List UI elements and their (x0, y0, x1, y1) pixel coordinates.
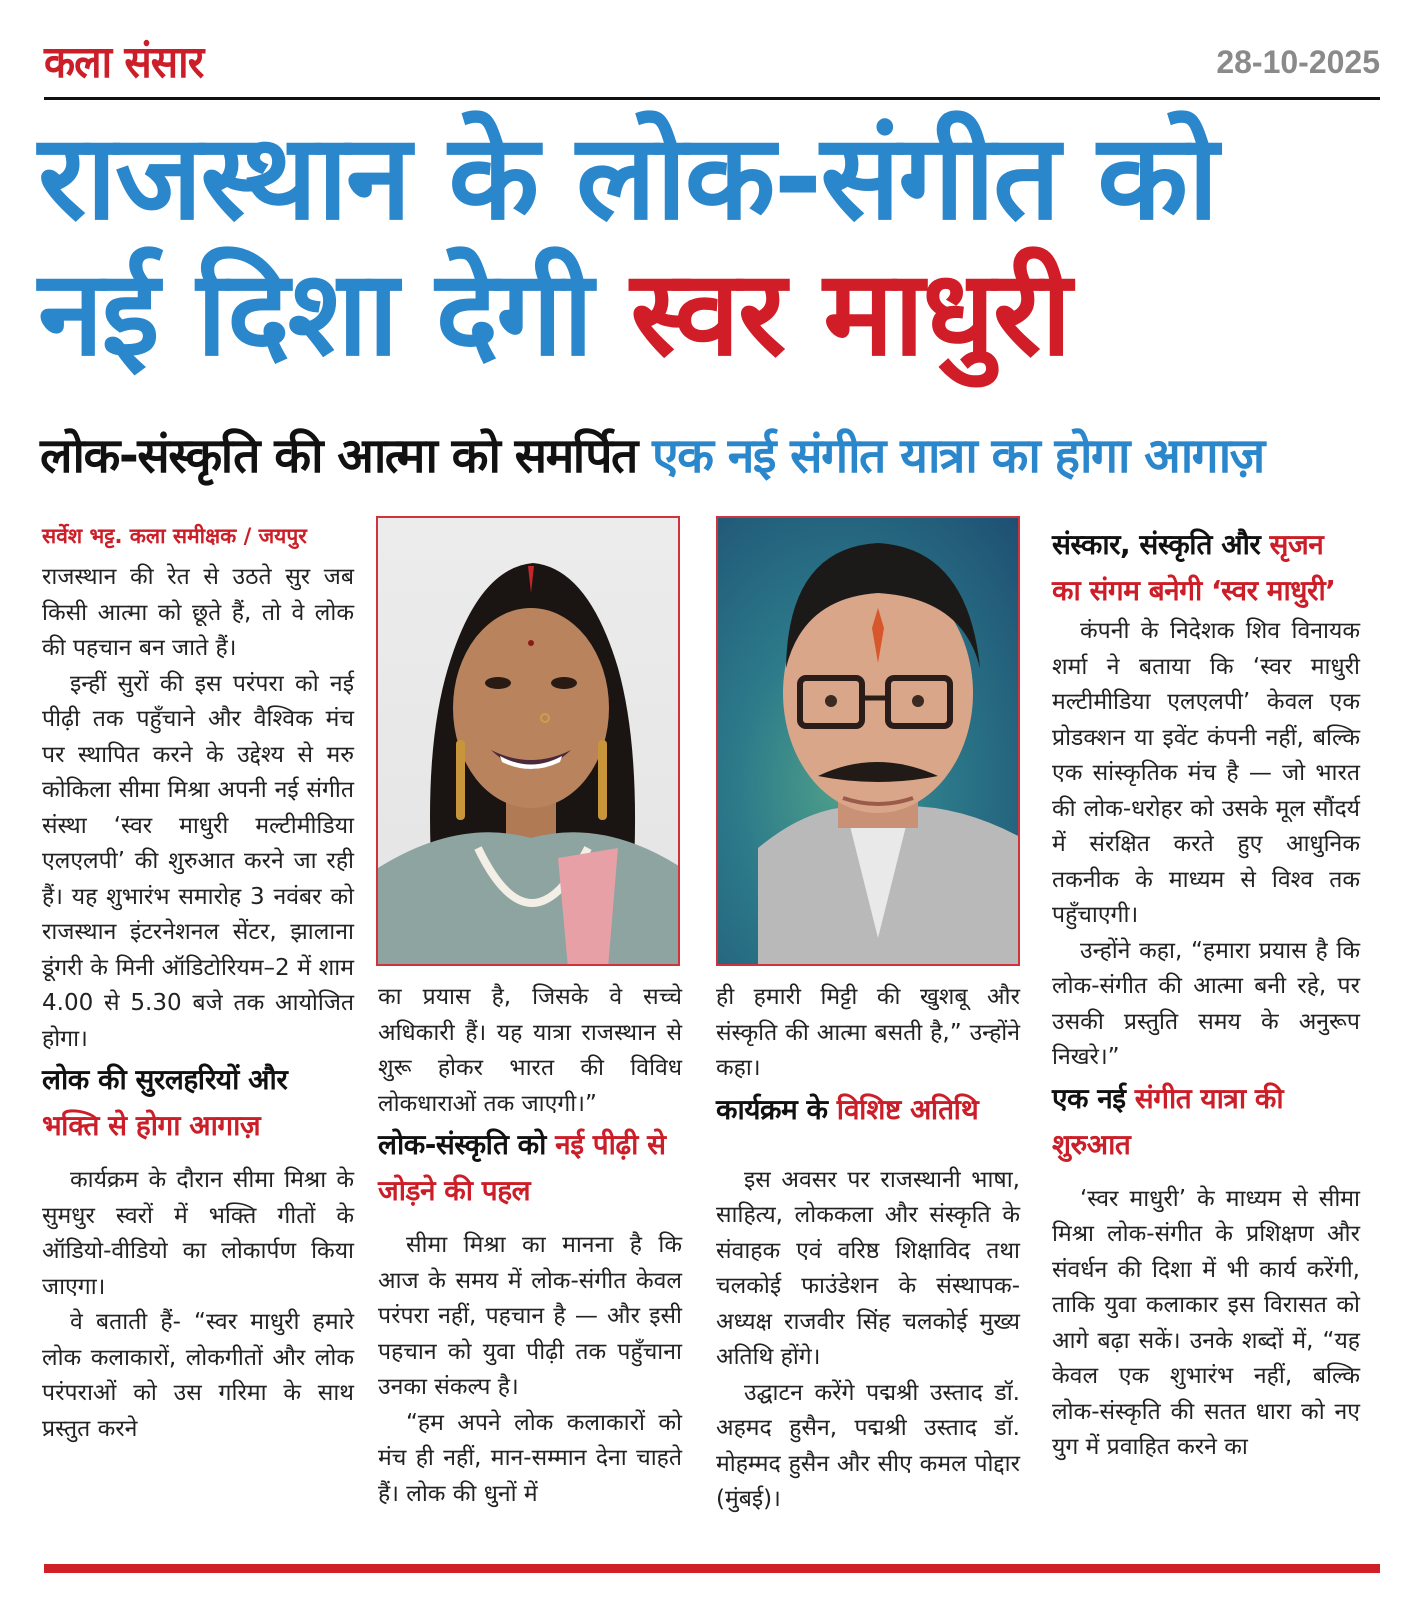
paragraph: उद्घाटन करेंगे पद्मश्री उस्ताद डॉ. अहमद हुसैन, पद्मश्री उस्ताद डॉ. मोहम्मद हुसैन और सीए कमल पोद्दार (मुंबई)। (716, 1379, 1020, 1512)
subheading-red: विशिष्ट अतिथि (836, 1092, 979, 1126)
subheading-red: सृजन का संगम बनेगी ‘स्वर माधुरी’ (1052, 528, 1336, 607)
section-name: कला संसार (44, 37, 204, 88)
masthead (44, 22, 1380, 100)
paragraph: का प्रयास है, जिसके वे सच्चे अधिकारी हैं। यह यात्रा राजस्थान से शुरू होकर भारत की विविध लोकधाराओं तक जाएगी।” (378, 984, 682, 1117)
paragraph: कंपनी के निदेशक शिव विनायक शर्मा ने बताया कि ‘स्वर माधुरी मल्टीमीडिया एलएलपी’ केवल एक प्रोडक्शन या इवेंट कंपनी नहीं, बल्कि एक सांस्कृतिक मंच है — जो भारत की लोक-धरोहर को उसके मूल सौंदर्य में संरक्षित करते हुए आधुनिक तकनीक के माध्यम से विश्व तक पहुँचाएगी। (1052, 618, 1360, 928)
sub-headline (40, 428, 1390, 484)
issue-date: 28-10-2025 (1216, 44, 1380, 80)
bottom-rule-divider (44, 1564, 1380, 1573)
sub-headline-black: लोक-संस्कृति की आत्मा को समर्पित (40, 428, 637, 484)
portrait-man-image (718, 518, 1020, 966)
subheading-black: लोक की सुरलहरियों और (42, 1063, 288, 1096)
article-column-2 (378, 980, 682, 1512)
subheading-black: कार्यक्रम के (716, 1092, 828, 1126)
paragraph: कार्यक्रम के दौरान सीमा मिश्रा के सुमधुर स्वरों में भक्ति गीतों के ऑडियो-वीडियो का लोकार्पण किया जाएगा। (42, 1167, 354, 1300)
headline-blue-part: नई दिशा देगी (38, 244, 592, 382)
section-subheading (378, 1122, 682, 1214)
section-subheading (42, 1057, 354, 1149)
paragraph: “हम अपने लोक कलाकारों को मंच ही नहीं, मान-सम्मान देना चाहते हैं। लोक की धुनों में (378, 1409, 682, 1507)
headline-red-part: स्वर माधुरी (630, 244, 1070, 382)
photo-seema-mishra (376, 516, 680, 966)
article-column-4 (1052, 522, 1360, 1466)
section-subheading (716, 1087, 1020, 1133)
section-subheading (1052, 522, 1360, 614)
paragraph: इस अवसर पर राजस्थानी भाषा, साहित्य, लोककला और संस्कृति के संवाहक एवं वरिष्ठ शिक्षाविद तथा चलकोई फाउंडेशन के संस्थापक-अध्यक्ष राजवीर सिंह चलकोई मुख्य अतिथि होंगे। (716, 1166, 1020, 1370)
paragraph: सीमा मिश्रा का मानना है कि आज के समय में लोक-संगीत केवल परंपरा नहीं, पहचान है — और इसी पहचान को युवा पीढ़ी तक पहुँचाना उनका संकल्प है। (378, 1232, 682, 1400)
subheading-red: संगीत यात्रा की शुरुआत (1052, 1081, 1284, 1161)
subheading-black: एक नई (1052, 1081, 1126, 1115)
paragraph: उन्होंने कहा, “हमारा प्रयास है कि लोक-संगीत की आत्मा बनी रहे, पर उसकी प्रस्तुति समय के अनुरूप निखरे।” (1052, 937, 1360, 1070)
subheading-red: नई पीढ़ी से जोड़ने की पहल (378, 1128, 666, 1207)
section-subheading (1052, 1076, 1360, 1168)
paragraph: वे बताती हैं- “स्वर माधुरी हमारे लोक कलाकारों, लोकगीतों और लोक परंपराओं को उस गरिमा के साथ प्रस्तुत करने (42, 1309, 354, 1442)
top-rule-divider (44, 97, 1380, 100)
subheading-red: भक्ति से होगा आगाज़ (42, 1109, 261, 1142)
article-column-1 (42, 522, 354, 1447)
sub-headline-blue: एक नई संगीत यात्रा का होगा आगाज़ (652, 428, 1264, 484)
subheading-black: लोक-संस्कृति को (378, 1128, 546, 1161)
headline-line-2 (38, 244, 1388, 382)
byline: सर्वेश भट्ट. कला समीक्षक / जयपुर (42, 524, 307, 548)
paragraph: ‘स्वर माधुरी’ के माध्यम से सीमा मिश्रा लोक-संगीत के प्रशिक्षण और संवर्धन की दिशा में भी कार्य करेंगी, ताकि युवा कलाकार इस विरासत को आगे बढ़ा सकें। उनके शब्दों में, “यह केवल एक शुभारंभ नहीं, बल्कि लोक-संस्कृति की सतत धारा को नए युग में प्रवाहित करने का (1052, 1185, 1360, 1460)
paragraph: राजस्थान की रेत से उठते सुर जब किसी आत्मा को छूते हैं, तो वे लोक की पहचान बन जाते हैं। (42, 564, 354, 661)
photo-shiv-vinayak-sharma (716, 516, 1020, 966)
subheading-black: संस्कार, संस्कृति और (1052, 528, 1261, 561)
paragraph: ही हमारी मिट्टी की खुशबू और संस्कृति की आत्मा बसती है,” उन्होंने कहा। (716, 984, 1020, 1081)
article-column-3 (716, 980, 1020, 1518)
headline-line-1: राजस्थान के लोक-संगीत को (38, 108, 1217, 246)
portrait-woman-image (378, 518, 680, 966)
paragraph: इन्हीं सुरों की इस परंपरा को नई पीढ़ी तक पहुँचाने और वैश्विक मंच पर स्थापित करने के उद्देश्य से मरु कोकिला सीमा मिश्रा अपनी नई संगीत संस्था ‘स्वर माधुरी मल्टीमीडिया एलएलपी’ की शुरुआत करने जा रही हैं। यह शुभारंभ समारोह 3 नवंबर को राजस्थान इंटरनेशनल सेंटर, झालाना डूंगरी के मिनी ऑडिटोरियम–2 में शाम 4.00 से 5.30 बजे तक आयोजित होगा। (42, 670, 354, 1052)
